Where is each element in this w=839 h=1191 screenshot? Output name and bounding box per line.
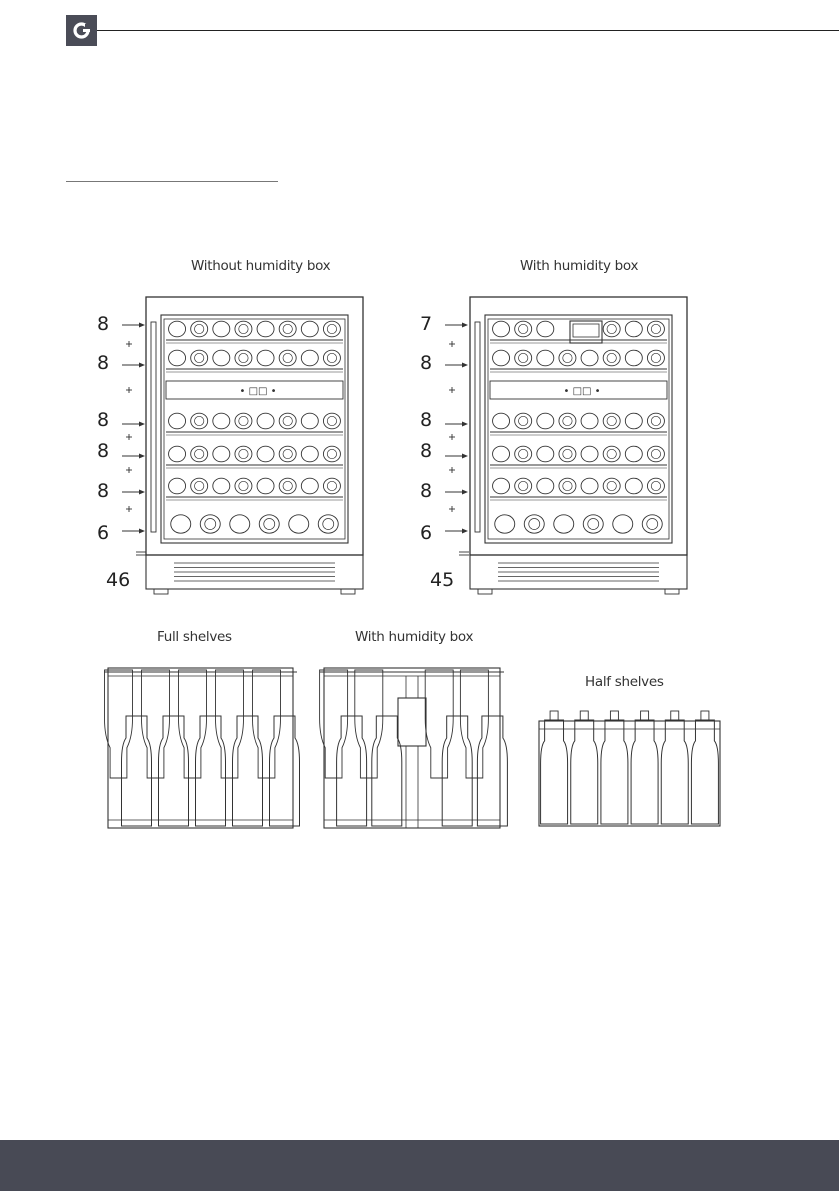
right-fridge-row6-bottle-neck — [647, 519, 658, 530]
right-fridge-row3-bottle — [647, 413, 664, 429]
humidity-shelf-bottle — [477, 716, 507, 826]
full-shelf-bottle-inverted — [179, 670, 207, 778]
right-fridge-row4-bottle — [515, 446, 532, 462]
right-fridge-humidity-box-screen — [573, 324, 599, 337]
right-row-count-2: 8 — [420, 352, 433, 374]
right-fridge-row2-bottle — [559, 350, 576, 366]
right-fridge-row6-bottle — [613, 515, 633, 533]
left-fridge-arrow-4-head — [139, 454, 145, 459]
right-fridge-row2-bottle-neck — [563, 353, 572, 362]
left-row-count-6: 6 — [97, 522, 110, 544]
left-fridge-row2-bottle-neck — [283, 353, 292, 362]
right-fridge-row4-bottle-neck — [519, 449, 528, 458]
left-fridge-foot-right — [341, 589, 355, 594]
left-fridge-row3-bottle — [279, 413, 296, 429]
right-fridge-cabinet — [470, 297, 687, 555]
right-fridge-row5-bottle-neck — [563, 481, 572, 490]
right-fridge-arrow-2-head — [462, 363, 468, 368]
full-shelf-bottle-inverted — [105, 670, 133, 778]
right-fridge-handle — [475, 322, 480, 532]
left-fridge-row5-bottle-neck — [239, 481, 248, 490]
right-fridge-row6-bottle — [583, 515, 603, 533]
right-fridge-row2-bottle-neck — [651, 353, 660, 362]
left-total-count: 46 — [106, 569, 131, 591]
left-fridge-row1-bottle — [235, 321, 252, 337]
right-fridge-row2-bottle — [581, 350, 598, 366]
left-fridge-row5-bottle — [235, 478, 252, 494]
left-fridge-row2-bottle — [279, 350, 296, 366]
left-fridge-row5-bottle — [191, 478, 208, 494]
left-fridge-row5-bottle — [323, 478, 340, 494]
right-fridge-arrow-1-head — [462, 323, 468, 328]
left-fridge-row6-bottle — [259, 515, 279, 533]
left-fridge-row3-bottle — [257, 413, 274, 429]
right-row-count-5: 8 — [420, 480, 433, 502]
humidity-shelf-bottle-inverted — [355, 670, 383, 778]
left-fridge-row1-bottle — [169, 321, 186, 337]
left-fridge-row3-bottle — [323, 413, 340, 429]
left-fridge-row3-bottle — [191, 413, 208, 429]
right-fridge-row2-bottle — [647, 350, 664, 366]
half-shelf-bottle — [691, 720, 718, 824]
left-fridge-arrow-5-head — [139, 490, 145, 495]
right-fridge-row3-bottle-neck — [519, 416, 528, 425]
half-shelf-bottle — [541, 720, 568, 824]
left-fridge-row3-bottle — [301, 413, 318, 429]
left-fridge-row1-bottle-neck — [239, 324, 248, 333]
left-fridge-row4-bottle-neck — [195, 449, 204, 458]
humidity-shelf-humidity-box — [398, 698, 426, 746]
left-fridge-row4-bottle — [279, 446, 296, 462]
left-fridge-arrow-6-head — [139, 529, 145, 534]
right-fridge-row3-bottle — [559, 413, 576, 429]
right-total-count: 45 — [430, 569, 455, 591]
right-fridge-arrow-6-head — [462, 529, 468, 534]
left-fridge-row2-bottle — [191, 350, 208, 366]
right-fridge-row4-bottle-neck — [607, 449, 616, 458]
left-fridge-row2-bottle-neck — [195, 353, 204, 362]
left-fridge-door-frame — [161, 315, 348, 543]
right-fridge-row4-bottle-neck — [651, 449, 660, 458]
left-fridge-arrow-1-head — [139, 323, 145, 328]
left-fridge-row4-bottle — [323, 446, 340, 462]
left-fridge-cabinet — [146, 297, 363, 555]
right-fridge-glass — [488, 319, 669, 539]
left-fridge-row5-bottle-neck — [327, 481, 336, 490]
right-fridge-row4-bottle — [559, 446, 576, 462]
left-fridge-row1-bottle — [257, 321, 274, 337]
right-fridge-row3-bottle-neck — [651, 416, 660, 425]
left-fridge-row3-bottle — [213, 413, 230, 429]
left-fridge-foot-left — [154, 589, 168, 594]
left-fridge-row5-bottle — [213, 478, 230, 494]
left-fridge-row6-bottle — [318, 515, 338, 533]
left-fridge-row6-bottle-neck — [264, 519, 275, 530]
right-fridge-row3-bottle — [603, 413, 620, 429]
right-fridge-row1-bottle-neck — [651, 324, 660, 333]
left-fridge-row2-bottle — [169, 350, 186, 366]
right-row-count-3: 8 — [420, 409, 433, 431]
left-fridge-row1-bottle — [279, 321, 296, 337]
left-fridge-row5-bottle — [279, 478, 296, 494]
right-fridge-row6-bottle — [642, 515, 662, 533]
right-fridge-door-frame — [485, 315, 672, 543]
left-fridge-row5-bottle-neck — [283, 481, 292, 490]
left-fridge-row2-bottle — [323, 350, 340, 366]
right-fridge-row5-bottle-neck — [651, 481, 660, 490]
right-fridge-row1-bottle — [625, 321, 642, 337]
right-fridge-row1-bottle-neck — [519, 324, 528, 333]
left-fridge-row2-bottle — [235, 350, 252, 366]
left-fridge-row5-bottle-neck — [195, 481, 204, 490]
left-fridge-row1-bottle — [301, 321, 318, 337]
right-fridge-row5-bottle — [647, 478, 664, 494]
right-fridge-row5-bottle — [537, 478, 554, 494]
right-fridge-row5-bottle — [515, 478, 532, 494]
left-fridge-row3-bottle — [235, 413, 252, 429]
right-fridge-row6-bottle — [554, 515, 574, 533]
left-fridge-row1-bottle-neck — [327, 324, 336, 333]
full-shelf-bottle — [270, 716, 300, 826]
left-row-count-1: 8 — [97, 313, 110, 335]
right-fridge-row3-bottle-neck — [563, 416, 572, 425]
full-shelf-bottle-inverted — [216, 670, 244, 778]
left-fridge-row1-bottle — [323, 321, 340, 337]
right-fridge-row2-bottle — [603, 350, 620, 366]
right-fridge-row3-bottle — [493, 413, 510, 429]
humidity-shelf-bottle — [337, 716, 367, 826]
left-fridge-row6-bottle — [289, 515, 309, 533]
right-fridge-arrow-5-head — [462, 490, 468, 495]
right-fridge-row2-bottle-neck — [519, 353, 528, 362]
right-fridge-row5-bottle-neck — [607, 481, 616, 490]
right-fridge-row2-bottle — [493, 350, 510, 366]
right-fridge-row3-bottle — [625, 413, 642, 429]
right-fridge-row2-bottle — [537, 350, 554, 366]
humidity-shelf-bottle-inverted — [460, 670, 488, 778]
right-row-count-1: 7 — [420, 313, 433, 335]
right-fridge-row3-bottle-neck — [607, 416, 616, 425]
left-fridge-row1-bottle-neck — [283, 324, 292, 333]
right-fridge-row3-bottle — [537, 413, 554, 429]
right-fridge-row5-bottle — [625, 478, 642, 494]
humidity-shelf-bottle-inverted — [425, 670, 453, 778]
left-fridge-row1-bottle-neck — [195, 324, 204, 333]
left-fridge-row3-bottle — [169, 413, 186, 429]
half-shelf-bottle — [631, 720, 658, 824]
right-fridge-row4-bottle — [625, 446, 642, 462]
footer-bar — [0, 1140, 839, 1191]
right-fridge-row4-bottle — [493, 446, 510, 462]
left-fridge-row4-bottle — [301, 446, 318, 462]
left-fridge-row3-bottle-neck — [195, 416, 204, 425]
full-shelf-bottle-inverted — [253, 670, 281, 778]
right-fridge-row4-bottle — [537, 446, 554, 462]
right-row-count-6: 6 — [420, 522, 433, 544]
right-fridge-row5-bottle-neck — [519, 481, 528, 490]
left-fridge-row4-bottle — [235, 446, 252, 462]
half-shelf-frame — [539, 721, 720, 826]
half-shelf-bottle — [661, 720, 688, 824]
left-fridge-row4-bottle — [191, 446, 208, 462]
left-fridge-row3-bottle-neck — [239, 416, 248, 425]
right-fridge-row1-bottle — [603, 321, 620, 337]
right-fridge-foot-right — [665, 589, 679, 594]
right-fridge-row5-bottle — [493, 478, 510, 494]
half-shelf-bottle — [571, 720, 598, 824]
caption-without-humidity: Without humidity box — [191, 258, 331, 274]
right-fridge-row3-bottle — [515, 413, 532, 429]
right-fridge-row2-bottle — [625, 350, 642, 366]
left-fridge-row4-bottle-neck — [327, 449, 336, 458]
caption-full-shelves: Full shelves — [157, 629, 232, 645]
right-fridge-row3-bottle — [581, 413, 598, 429]
left-fridge-control-glyph: • □□ • — [239, 386, 277, 397]
right-fridge-row1-bottle — [647, 321, 664, 337]
left-fridge-row4-bottle — [169, 446, 186, 462]
left-fridge-handle — [151, 322, 156, 532]
right-fridge-row2-bottle — [515, 350, 532, 366]
left-row-count-2: 8 — [97, 352, 110, 374]
left-fridge-row5-bottle — [169, 478, 186, 494]
right-fridge-row4-bottle-neck — [563, 449, 572, 458]
half-shelf-bottle — [601, 720, 628, 824]
left-fridge-row1-bottle — [213, 321, 230, 337]
caption-half-shelves: Half shelves — [585, 674, 664, 690]
right-fridge-row1-bottle — [493, 321, 510, 337]
humidity-shelf-frame — [324, 668, 500, 828]
left-fridge-row2-bottle — [257, 350, 274, 366]
right-fridge-foot-left — [478, 589, 492, 594]
right-fridge-row6-bottle — [524, 515, 544, 533]
left-fridge-row1-bottle — [191, 321, 208, 337]
left-fridge-row4-bottle — [257, 446, 274, 462]
right-fridge-row6-bottle — [495, 515, 515, 533]
left-fridge-arrow-2-head — [139, 363, 145, 368]
left-fridge-glass — [164, 319, 345, 539]
right-fridge-row4-bottle — [603, 446, 620, 462]
left-row-count-4: 8 — [97, 440, 110, 462]
right-fridge-control-glyph: • □□ • — [563, 386, 601, 397]
left-fridge-row3-bottle-neck — [327, 416, 336, 425]
right-fridge-row5-bottle — [581, 478, 598, 494]
right-fridge-row5-bottle — [603, 478, 620, 494]
right-fridge-row6-bottle-neck — [588, 519, 599, 530]
right-fridge-row2-bottle-neck — [607, 353, 616, 362]
left-fridge-row4-bottle-neck — [283, 449, 292, 458]
left-fridge-arrow-3-head — [139, 422, 145, 427]
right-fridge-row1-bottle-neck — [607, 324, 616, 333]
left-fridge-row6-bottle — [200, 515, 220, 533]
right-fridge-row1-bottle — [537, 321, 554, 337]
left-row-count-3: 8 — [97, 409, 110, 431]
right-row-count-4: 8 — [420, 440, 433, 462]
left-fridge-row2-bottle-neck — [327, 353, 336, 362]
left-fridge-row6-bottle-neck — [323, 519, 334, 530]
left-fridge-row6-bottle — [230, 515, 250, 533]
left-fridge-row2-bottle — [213, 350, 230, 366]
right-fridge-arrow-4-head — [462, 454, 468, 459]
right-fridge-arrow-3-head — [462, 422, 468, 427]
right-fridge-row4-bottle — [581, 446, 598, 462]
left-fridge-row2-bottle-neck — [239, 353, 248, 362]
left-fridge-row4-bottle-neck — [239, 449, 248, 458]
left-row-count-5: 8 — [97, 480, 110, 502]
full-shelf-bottle-inverted — [142, 670, 170, 778]
right-fridge-row6-bottle-neck — [529, 519, 540, 530]
left-fridge-row2-bottle — [301, 350, 318, 366]
humidity-shelf-bottle — [372, 716, 402, 826]
left-fridge-row3-bottle-neck — [283, 416, 292, 425]
right-fridge-row4-bottle — [647, 446, 664, 462]
left-fridge-row5-bottle — [301, 478, 318, 494]
humidity-shelf-bottle — [442, 716, 472, 826]
right-fridge-row5-bottle — [559, 478, 576, 494]
left-fridge-row6-bottle — [171, 515, 191, 533]
caption-with-humidity: With humidity box — [520, 258, 639, 274]
caption-shelf-humidity: With humidity box — [355, 629, 474, 645]
left-fridge-row6-bottle-neck — [205, 519, 216, 530]
right-fridge-row1-bottle — [515, 321, 532, 337]
left-fridge-row5-bottle — [257, 478, 274, 494]
left-fridge-row4-bottle — [213, 446, 230, 462]
